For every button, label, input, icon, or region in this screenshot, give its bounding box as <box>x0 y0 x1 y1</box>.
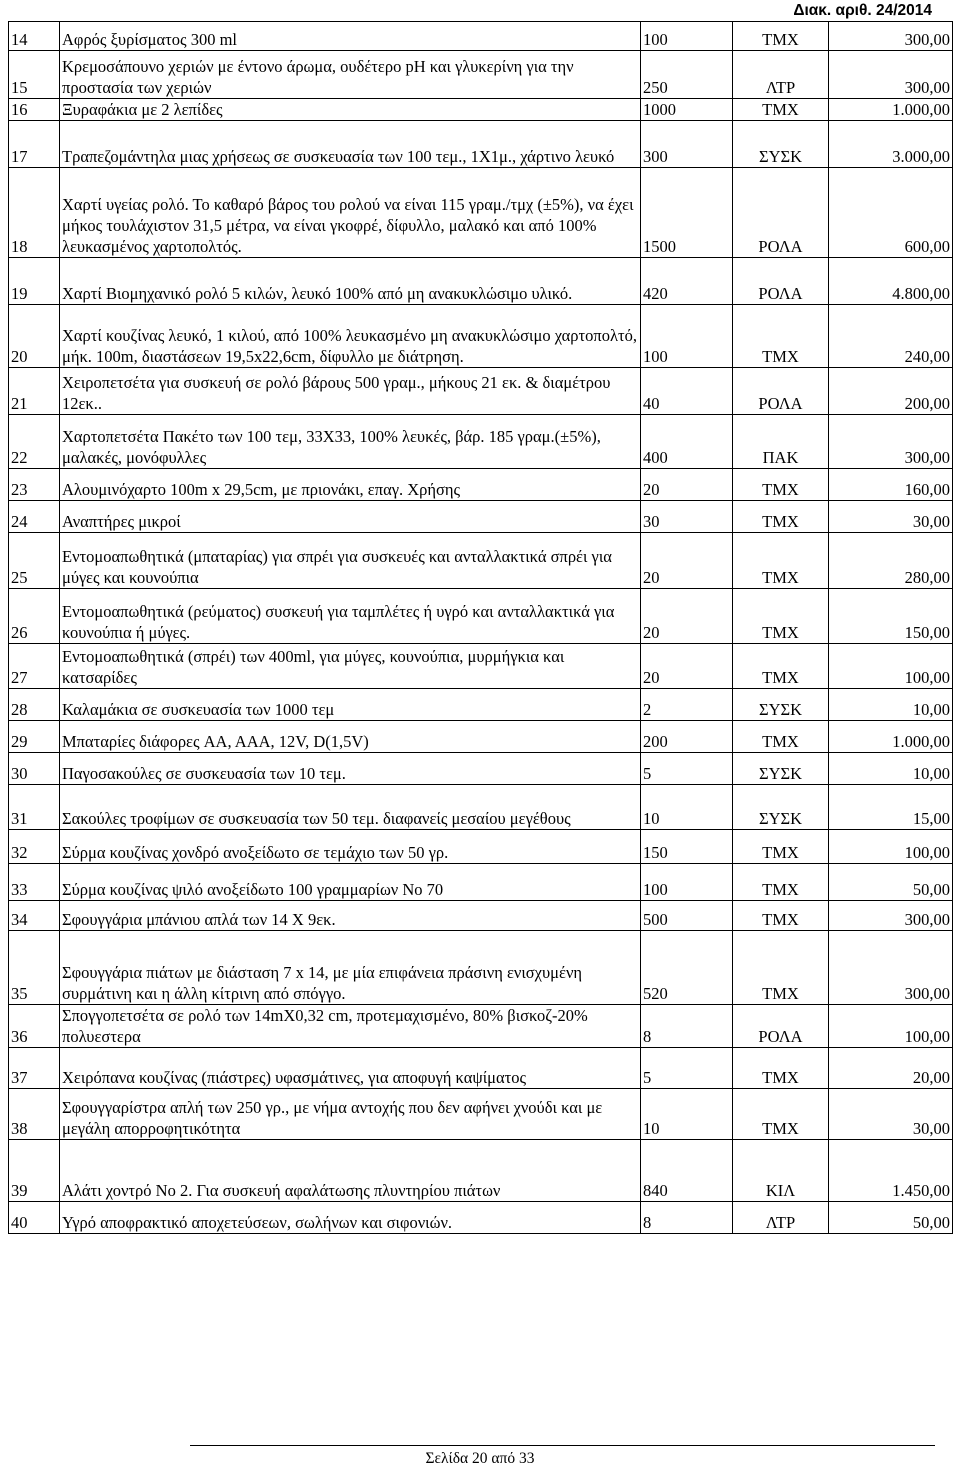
item-description: Μπαταρίες διάφορες AA, AAA, 12V, D(1,5V) <box>60 721 641 753</box>
table-row <box>9 368 953 415</box>
table-row <box>9 1089 953 1140</box>
document-reference: Διακ. αριθ. 24/2014 <box>793 2 932 19</box>
item-value: 600,00 <box>829 168 953 258</box>
item-number: 39 <box>9 1140 60 1202</box>
item-description: Χαρτί Βιομηχανικό ρολό 5 κιλών, λευκό 100% από μη ανακυκλώσιμο υλικό. <box>60 258 641 305</box>
item-number: 17 <box>9 121 60 168</box>
footer-divider <box>190 1445 935 1446</box>
item-value: 240,00 <box>829 305 953 368</box>
item-quantity: 10 <box>641 785 733 830</box>
item-quantity: 520 <box>641 931 733 1005</box>
item-value: 300,00 <box>829 51 953 99</box>
item-description: Σπογγοπετσέτα σε ρολό των 14mX0,32 cm, προτεμαχισμένο, 80% βισκοζ-20% πολυεστερα <box>60 1005 641 1048</box>
item-unit: ΤΜΧ <box>733 864 829 901</box>
item-description: Αλάτι χοντρό Νο 2. Για συσκευή αφαλάτωσης πλυντηρίου πιάτων <box>60 1140 641 1202</box>
item-number: 28 <box>9 689 60 721</box>
item-quantity: 20 <box>641 469 733 501</box>
table-row <box>9 931 953 1005</box>
table-row <box>9 168 953 258</box>
item-value: 1.000,00 <box>829 721 953 753</box>
item-value: 300,00 <box>829 415 953 469</box>
item-quantity: 40 <box>641 368 733 415</box>
item-quantity: 100 <box>641 305 733 368</box>
item-number: 23 <box>9 469 60 501</box>
item-quantity: 30 <box>641 501 733 533</box>
item-number: 16 <box>9 99 60 121</box>
item-quantity: 1500 <box>641 168 733 258</box>
item-description: Εντομοαπωθητικά (μπαταρίας) για σπρέι για συσκευές και ανταλλακτικά σπρέι για μύγες και κουνούπια <box>60 533 641 589</box>
table-row <box>9 469 953 501</box>
item-unit: ΡΟΛΑ <box>733 1005 829 1048</box>
item-description: Αφρός ξυρίσματος 300 ml <box>60 22 641 51</box>
item-quantity: 840 <box>641 1140 733 1202</box>
item-description: Σφουγγάρια μπάνιου απλά των 14 Χ 9εκ. <box>60 901 641 931</box>
item-value: 160,00 <box>829 469 953 501</box>
item-number: 29 <box>9 721 60 753</box>
item-value: 10,00 <box>829 753 953 785</box>
item-quantity: 20 <box>641 644 733 689</box>
item-unit: ΤΜΧ <box>733 721 829 753</box>
item-value: 3.000,00 <box>829 121 953 168</box>
item-quantity: 2 <box>641 689 733 721</box>
item-quantity: 5 <box>641 1048 733 1089</box>
item-number: 20 <box>9 305 60 368</box>
item-value: 20,00 <box>829 1048 953 1089</box>
item-unit: ΠΑΚ <box>733 415 829 469</box>
item-value: 300,00 <box>829 931 953 1005</box>
table-row <box>9 1005 953 1048</box>
item-quantity: 100 <box>641 864 733 901</box>
item-unit: ΤΜΧ <box>733 99 829 121</box>
item-value: 300,00 <box>829 901 953 931</box>
table-row <box>9 901 953 931</box>
item-value: 100,00 <box>829 1005 953 1048</box>
item-unit: ΤΜΧ <box>733 931 829 1005</box>
item-unit: ΤΜΧ <box>733 22 829 51</box>
table-row <box>9 1048 953 1089</box>
item-unit: ΤΜΧ <box>733 901 829 931</box>
item-quantity: 250 <box>641 51 733 99</box>
item-description: Κρεμοσάπουνο χεριών με έντονο άρωμα, ουδέτερο pH και γλυκερίνη για την προστασία των χεριών <box>60 51 641 99</box>
item-description: Αλουμινόχαρτο 100m x 29,5cm, με πριονάκι, επαγ. Χρήσης <box>60 469 641 501</box>
items-table-body <box>9 22 953 1234</box>
item-unit: ΤΜΧ <box>733 469 829 501</box>
item-value: 100,00 <box>829 830 953 864</box>
item-number: 38 <box>9 1089 60 1140</box>
item-quantity: 150 <box>641 830 733 864</box>
item-value: 30,00 <box>829 1089 953 1140</box>
table-row <box>9 1140 953 1202</box>
item-unit: ΤΜΧ <box>733 830 829 864</box>
table-row <box>9 689 953 721</box>
item-description: Χαρτοπετσέτα Πακέτο των 100 τεμ, 33Χ33, 100% λευκές, βάρ. 185 γραμ.(±5%), μαλακές, μονόφυλλες <box>60 415 641 469</box>
items-table <box>8 21 953 1234</box>
table-row <box>9 830 953 864</box>
table-row <box>9 721 953 753</box>
item-description: Σύρμα κουζίνας χονδρό ανοξείδωτο σε τεμάχιο των 50 γρ. <box>60 830 641 864</box>
item-value: 10,00 <box>829 689 953 721</box>
item-number: 22 <box>9 415 60 469</box>
item-unit: ΤΜΧ <box>733 501 829 533</box>
item-description: Εντομοαπωθητικά (σπρέι) των 400ml, για μύγες, κουνούπια, μυρμήγκια και κατσαρίδες <box>60 644 641 689</box>
item-description: Χειροπετσέτα για συσκευή σε ρολό βάρους 500 γραμ., μήκους 21 εκ. & διαμέτρου 12εκ.. <box>60 368 641 415</box>
item-number: 32 <box>9 830 60 864</box>
item-quantity: 420 <box>641 258 733 305</box>
item-value: 1.450,00 <box>829 1140 953 1202</box>
item-number: 21 <box>9 368 60 415</box>
item-number: 25 <box>9 533 60 589</box>
item-unit: ΤΜΧ <box>733 305 829 368</box>
item-unit: ΤΜΧ <box>733 1048 829 1089</box>
item-description: Χαρτί υγείας ρολό. Το καθαρό βάρος του ρολού να είναι 115 γραμ./τμχ (±5%), να έχει μήκος τουλάχιστον 31,5 μέτρα, να είναι γκοφρέ, δίφυλλο, μαλακό και από 100% λευκασμένος χαρτοπολτός. <box>60 168 641 258</box>
item-quantity: 20 <box>641 589 733 644</box>
item-value: 15,00 <box>829 785 953 830</box>
item-value: 50,00 <box>829 1202 953 1234</box>
table-row <box>9 22 953 51</box>
item-quantity: 8 <box>641 1005 733 1048</box>
item-description: Σφουγγάρια πιάτων με διάσταση 7 x 14, με μία επιφάνεια πράσινη ενισχυμένη συρμάτινη και η άλλη κίτρινη από σπόγγο. <box>60 931 641 1005</box>
item-unit: ΤΜΧ <box>733 533 829 589</box>
item-unit: ΣΥΣΚ <box>733 689 829 721</box>
item-description: Εντομοαπωθητικά (ρεύματος) συσκευή για ταμπλέτες ή υγρό και ανταλλακτικά για κουνούπια ή μύγες. <box>60 589 641 644</box>
table-row <box>9 644 953 689</box>
item-description: Καλαμάκια σε συσκευασία των 1000 τεμ <box>60 689 641 721</box>
item-description: Παγοσακούλες σε συσκευασία των 10 τεμ. <box>60 753 641 785</box>
item-description: Υγρό αποφρακτικό αποχετεύσεων, σωλήνων και σιφονιών. <box>60 1202 641 1234</box>
item-value: 1.000,00 <box>829 99 953 121</box>
page-number: Σελίδα 20 από 33 <box>425 1450 535 1467</box>
item-description: Χαρτί κουζίνας λευκό, 1 κιλού, από 100% λευκασμένο μη ανακυκλώσιμο χαρτοπολτό, μήκ. 100m, διαστάσεων 19,5x22,6cm, δίφυλλο με διάτρηση. <box>60 305 641 368</box>
item-unit: ΛΤΡ <box>733 51 829 99</box>
item-description: Αναπτήρες μικροί <box>60 501 641 533</box>
table-row <box>9 533 953 589</box>
item-number: 37 <box>9 1048 60 1089</box>
table-row <box>9 121 953 168</box>
item-value: 280,00 <box>829 533 953 589</box>
item-unit: ΤΜΧ <box>733 589 829 644</box>
item-number: 35 <box>9 931 60 1005</box>
item-number: 18 <box>9 168 60 258</box>
table-row <box>9 501 953 533</box>
item-value: 50,00 <box>829 864 953 901</box>
item-number: 31 <box>9 785 60 830</box>
table-row <box>9 753 953 785</box>
item-number: 30 <box>9 753 60 785</box>
item-unit: ΚΙΛ <box>733 1140 829 1202</box>
item-description: Σύρμα κουζίνας ψιλό ανοξείδωτο 100 γραμμαρίων Νο 70 <box>60 864 641 901</box>
item-quantity: 100 <box>641 22 733 51</box>
item-number: 15 <box>9 51 60 99</box>
item-number: 14 <box>9 22 60 51</box>
table-row <box>9 51 953 99</box>
item-unit: ΣΥΣΚ <box>733 785 829 830</box>
item-quantity: 200 <box>641 721 733 753</box>
item-number: 34 <box>9 901 60 931</box>
item-value: 300,00 <box>829 22 953 51</box>
item-number: 19 <box>9 258 60 305</box>
item-quantity: 8 <box>641 1202 733 1234</box>
item-quantity: 300 <box>641 121 733 168</box>
item-number: 24 <box>9 501 60 533</box>
item-quantity: 500 <box>641 901 733 931</box>
table-row <box>9 305 953 368</box>
item-unit: ΛΤΡ <box>733 1202 829 1234</box>
item-unit: ΡΟΛΑ <box>733 368 829 415</box>
table-row <box>9 864 953 901</box>
item-unit: ΤΜΧ <box>733 1089 829 1140</box>
item-number: 27 <box>9 644 60 689</box>
table-row <box>9 589 953 644</box>
table-row <box>9 1202 953 1234</box>
item-number: 36 <box>9 1005 60 1048</box>
table-row <box>9 99 953 121</box>
table-row <box>9 785 953 830</box>
item-unit: ΣΥΣΚ <box>733 753 829 785</box>
table-row <box>9 415 953 469</box>
item-value: 150,00 <box>829 589 953 644</box>
item-number: 26 <box>9 589 60 644</box>
item-quantity: 400 <box>641 415 733 469</box>
item-unit: ΡΟΛΑ <box>733 258 829 305</box>
item-quantity: 10 <box>641 1089 733 1140</box>
item-description: Χειρόπανα κουζίνας (πιάστρες) υφασμάτινες, για αποφυγή καψίματος <box>60 1048 641 1089</box>
item-value: 100,00 <box>829 644 953 689</box>
item-description: Τραπεζομάντηλα μιας χρήσεως σε συσκευασία των 100 τεμ., 1Χ1μ., χάρτινο λευκό <box>60 121 641 168</box>
table-row <box>9 258 953 305</box>
item-quantity: 20 <box>641 533 733 589</box>
item-value: 4.800,00 <box>829 258 953 305</box>
item-unit: ΡΟΛΑ <box>733 168 829 258</box>
item-quantity: 5 <box>641 753 733 785</box>
item-description: Σφουγγαρίστρα απλή των 250 γρ., με νήμα αντοχής που δεν αφήνει χνούδι και με μεγάλη απορροφητικότητα <box>60 1089 641 1140</box>
item-description: Σακούλες τροφίμων σε συσκευασία των 50 τεμ. διαφανείς μεσαίου μεγέθους <box>60 785 641 830</box>
item-quantity: 1000 <box>641 99 733 121</box>
item-description: Ξυραφάκια με 2 λεπίδες <box>60 99 641 121</box>
item-number: 40 <box>9 1202 60 1234</box>
item-number: 33 <box>9 864 60 901</box>
item-value: 200,00 <box>829 368 953 415</box>
item-unit: ΣΥΣΚ <box>733 121 829 168</box>
item-unit: ΤΜΧ <box>733 644 829 689</box>
item-value: 30,00 <box>829 501 953 533</box>
